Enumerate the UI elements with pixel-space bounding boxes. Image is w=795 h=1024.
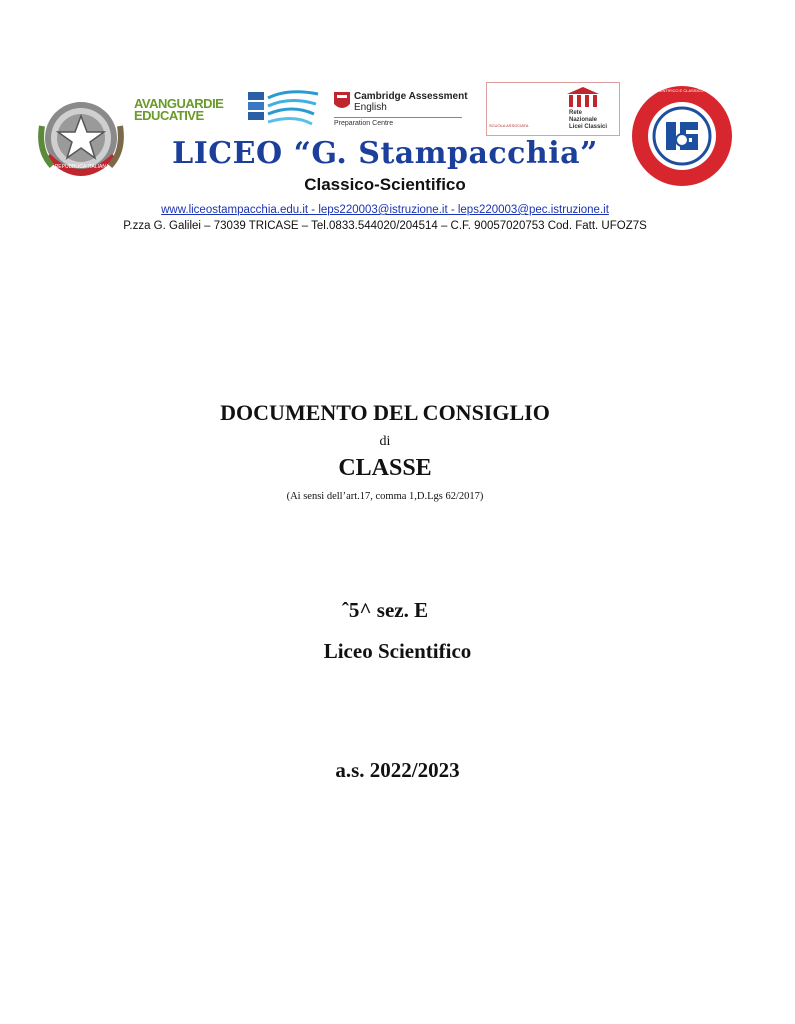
class-section: ˆ5^ sez. E (341, 598, 429, 622)
avanguardie-mark-icon (248, 88, 320, 128)
rete-associata-text: SCUOLA ASSOCIATA (489, 123, 529, 128)
rete-line-3: Licei Classici (569, 124, 608, 130)
rete-licei-classici-logo (486, 82, 620, 136)
cambridge-line-1: Cambridge Assessment (354, 91, 468, 102)
cambridge-divider (334, 117, 462, 118)
course-name: Liceo Scientifico (323, 639, 472, 663)
seal-ring-text: LICEO SCIENTIFICO E CLASSICO "G. STAMPACCHIA" - TRICASE - LE (640, 88, 771, 93)
document-title: DOCUMENTO DEL CONSIGLIO (220, 400, 550, 425)
school-name: LICEO “G. Stampacchia” (172, 136, 598, 171)
emblem-banner-text: REPUBBLICA ITALIANA (54, 164, 110, 170)
cambridge-line-2: English (354, 102, 387, 113)
cambridge-assessment-logo (334, 91, 470, 131)
rete-line-1: Rete (569, 110, 583, 116)
contact-links[interactable]: www.liceostampacchia.edu.it - leps220003@istruzione.it - leps220003@pec.istruzione.it (161, 204, 609, 216)
document-di: di (379, 434, 391, 449)
temple-icon (565, 86, 601, 110)
cambridge-shield-icon (334, 92, 350, 112)
school-year: a.s. 2022/2023 (335, 758, 460, 782)
rete-line-2: Nazionale (569, 117, 598, 123)
document-legal-note: (Ai sensi dell’art.17, comma 1,D.Lgs 62/2017) (286, 491, 484, 502)
avanguardie-educative-text: AVANGUARDIE EDUCATIVE (134, 96, 224, 123)
cambridge-line-3: Preparation Centre (334, 120, 394, 127)
school-subtitle: Classico-Scientifico (304, 175, 466, 194)
contact-address: P.zza G. Galilei – 73039 TRICASE – Tel.0833.544020/204514 – C.F. 90057020753 Cod. Fatt. UFOZ7S (123, 220, 647, 232)
avanguardie-educative-logo (134, 98, 242, 124)
document-classe: CLASSE (338, 455, 432, 481)
